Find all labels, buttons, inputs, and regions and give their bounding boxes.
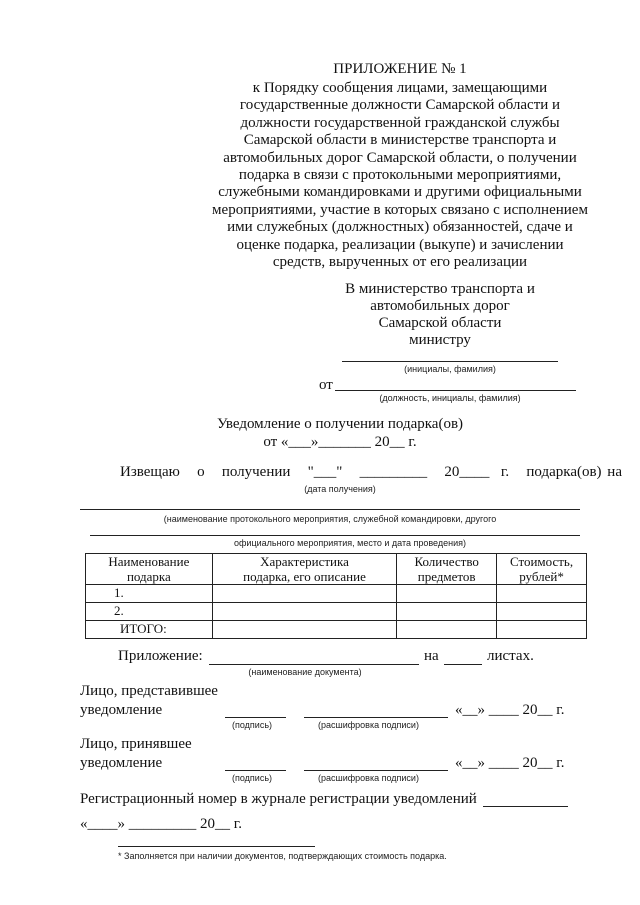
- cell[interactable]: [397, 603, 497, 621]
- cell[interactable]: [397, 585, 497, 603]
- appendix-line: должности государственной гражданской службы: [240, 114, 560, 131]
- registration-label: Регистрационный номер в журнале регистрации уведомлений: [80, 791, 477, 807]
- appendix-line: автомобильных дорог Самарской области, о получении: [223, 149, 577, 166]
- name-field-line[interactable]: [342, 361, 558, 362]
- appendix-line: средств, вырученных от его реализации: [272, 254, 528, 271]
- addressee-block: [290, 281, 590, 349]
- header-quantity: Количество предметов: [397, 554, 497, 585]
- table-row: [86, 603, 587, 621]
- submitter-label-1: Лицо, представившее: [80, 683, 218, 699]
- attachment-sheets: листах.: [487, 648, 534, 664]
- from-field-line[interactable]: [335, 390, 576, 391]
- attachment-on: на: [424, 648, 439, 664]
- addressee-line: автомобильных дорог: [370, 298, 510, 314]
- row-number: 1.: [86, 585, 213, 603]
- table-row: [86, 585, 587, 603]
- header-name: Наименование подарка: [86, 554, 213, 585]
- submitter-date: «__» ____ 20__ г.: [455, 702, 565, 718]
- appendix-line: Самарской области в министерстве транспорта и: [243, 132, 557, 149]
- registration-date: «____» _________ 20__ г.: [80, 816, 242, 832]
- cell[interactable]: [212, 585, 396, 603]
- caption-event-1: (наименование протокольного мероприятия, служебной командировки, другого: [163, 514, 497, 524]
- total-label: ИТОГО:: [86, 621, 213, 639]
- caption-sign: (подпись): [232, 773, 273, 783]
- footnote: * Заполняется при наличии документов, подтверждающих стоимость подарка.: [118, 851, 447, 861]
- event-field-line-1[interactable]: [80, 509, 580, 510]
- table-total-row: [86, 621, 587, 639]
- addressee-line: Самарской области: [378, 315, 502, 331]
- appendix-line: мероприятиями, участие в которых связано с исполнением: [212, 201, 588, 218]
- submitter-decode-line[interactable]: [304, 717, 448, 718]
- appendix-line: ими служебных (должностных) обязанностей, сдаче и: [227, 219, 573, 236]
- caption-from: (должность, инициалы, фамилия): [379, 393, 521, 403]
- caption-sign: (подпись): [232, 720, 273, 730]
- header-description: Характеристика подарка, его описание: [212, 554, 396, 585]
- receiver-decode-line[interactable]: [304, 770, 448, 771]
- appendix-line: государственные должности Самарской области и: [239, 97, 561, 114]
- event-field-line-2[interactable]: [90, 535, 580, 536]
- cell[interactable]: [497, 603, 587, 621]
- appendix-text: [200, 80, 600, 271]
- gift-table: [85, 553, 587, 639]
- appendix-line: оценке подарка, реализации (выкупе) и зачислении: [236, 236, 564, 253]
- registration-number-line[interactable]: [483, 806, 568, 807]
- from-label: от: [319, 377, 333, 393]
- appendix-title: ПРИЛОЖЕНИЕ № 1: [333, 61, 467, 77]
- receiver-label-2: уведомление: [80, 755, 163, 771]
- appendix-line: служебными командировками и другими официальными: [218, 184, 582, 201]
- notice-title: Уведомление о получении подарка(ов): [216, 416, 464, 432]
- caption-attachment: (наименование документа): [248, 667, 362, 677]
- attachment-field-line[interactable]: [209, 664, 419, 665]
- submitter-signature-line[interactable]: [225, 717, 286, 718]
- footnote-divider: [118, 846, 315, 847]
- submitter-label-2: уведомление: [80, 702, 163, 718]
- caption-decode: (расшифровка подписи): [318, 773, 419, 783]
- receiver-date: «__» ____ 20__ г.: [455, 755, 565, 771]
- cell[interactable]: [497, 621, 587, 639]
- receiver-label-1: Лицо, принявшее: [80, 736, 192, 752]
- addressee-line: В министерство транспорта и: [345, 281, 535, 297]
- cell[interactable]: [397, 621, 497, 639]
- receiver-signature-line[interactable]: [225, 770, 286, 771]
- header-cost: Стоимость, рублей*: [497, 554, 587, 585]
- cell[interactable]: [497, 585, 587, 603]
- row-number: 2.: [86, 603, 213, 621]
- attachment-label: Приложение:: [118, 648, 203, 664]
- caption-date: (дата получения): [304, 484, 376, 494]
- caption-decode: (расшифровка подписи): [318, 720, 419, 730]
- cell[interactable]: [212, 621, 396, 639]
- notice-intro: Извещаю о получении "___" _________ 20____ г. подарка(ов) на: [120, 464, 622, 480]
- appendix-line: к Порядку сообщения лицами, замещающими: [252, 80, 548, 96]
- notice-date: от «___»_______ 20__ г.: [263, 434, 417, 450]
- sheets-field-line[interactable]: [444, 664, 482, 665]
- appendix-line: подарка в связи с протокольными мероприятиями,: [238, 167, 562, 184]
- table-header-row: [86, 554, 587, 585]
- caption-event-2: официального мероприятия, место и дата проведения): [234, 538, 466, 548]
- cell[interactable]: [212, 603, 396, 621]
- caption-name: (инициалы, фамилия): [404, 364, 496, 374]
- addressee-line: министру: [409, 332, 471, 348]
